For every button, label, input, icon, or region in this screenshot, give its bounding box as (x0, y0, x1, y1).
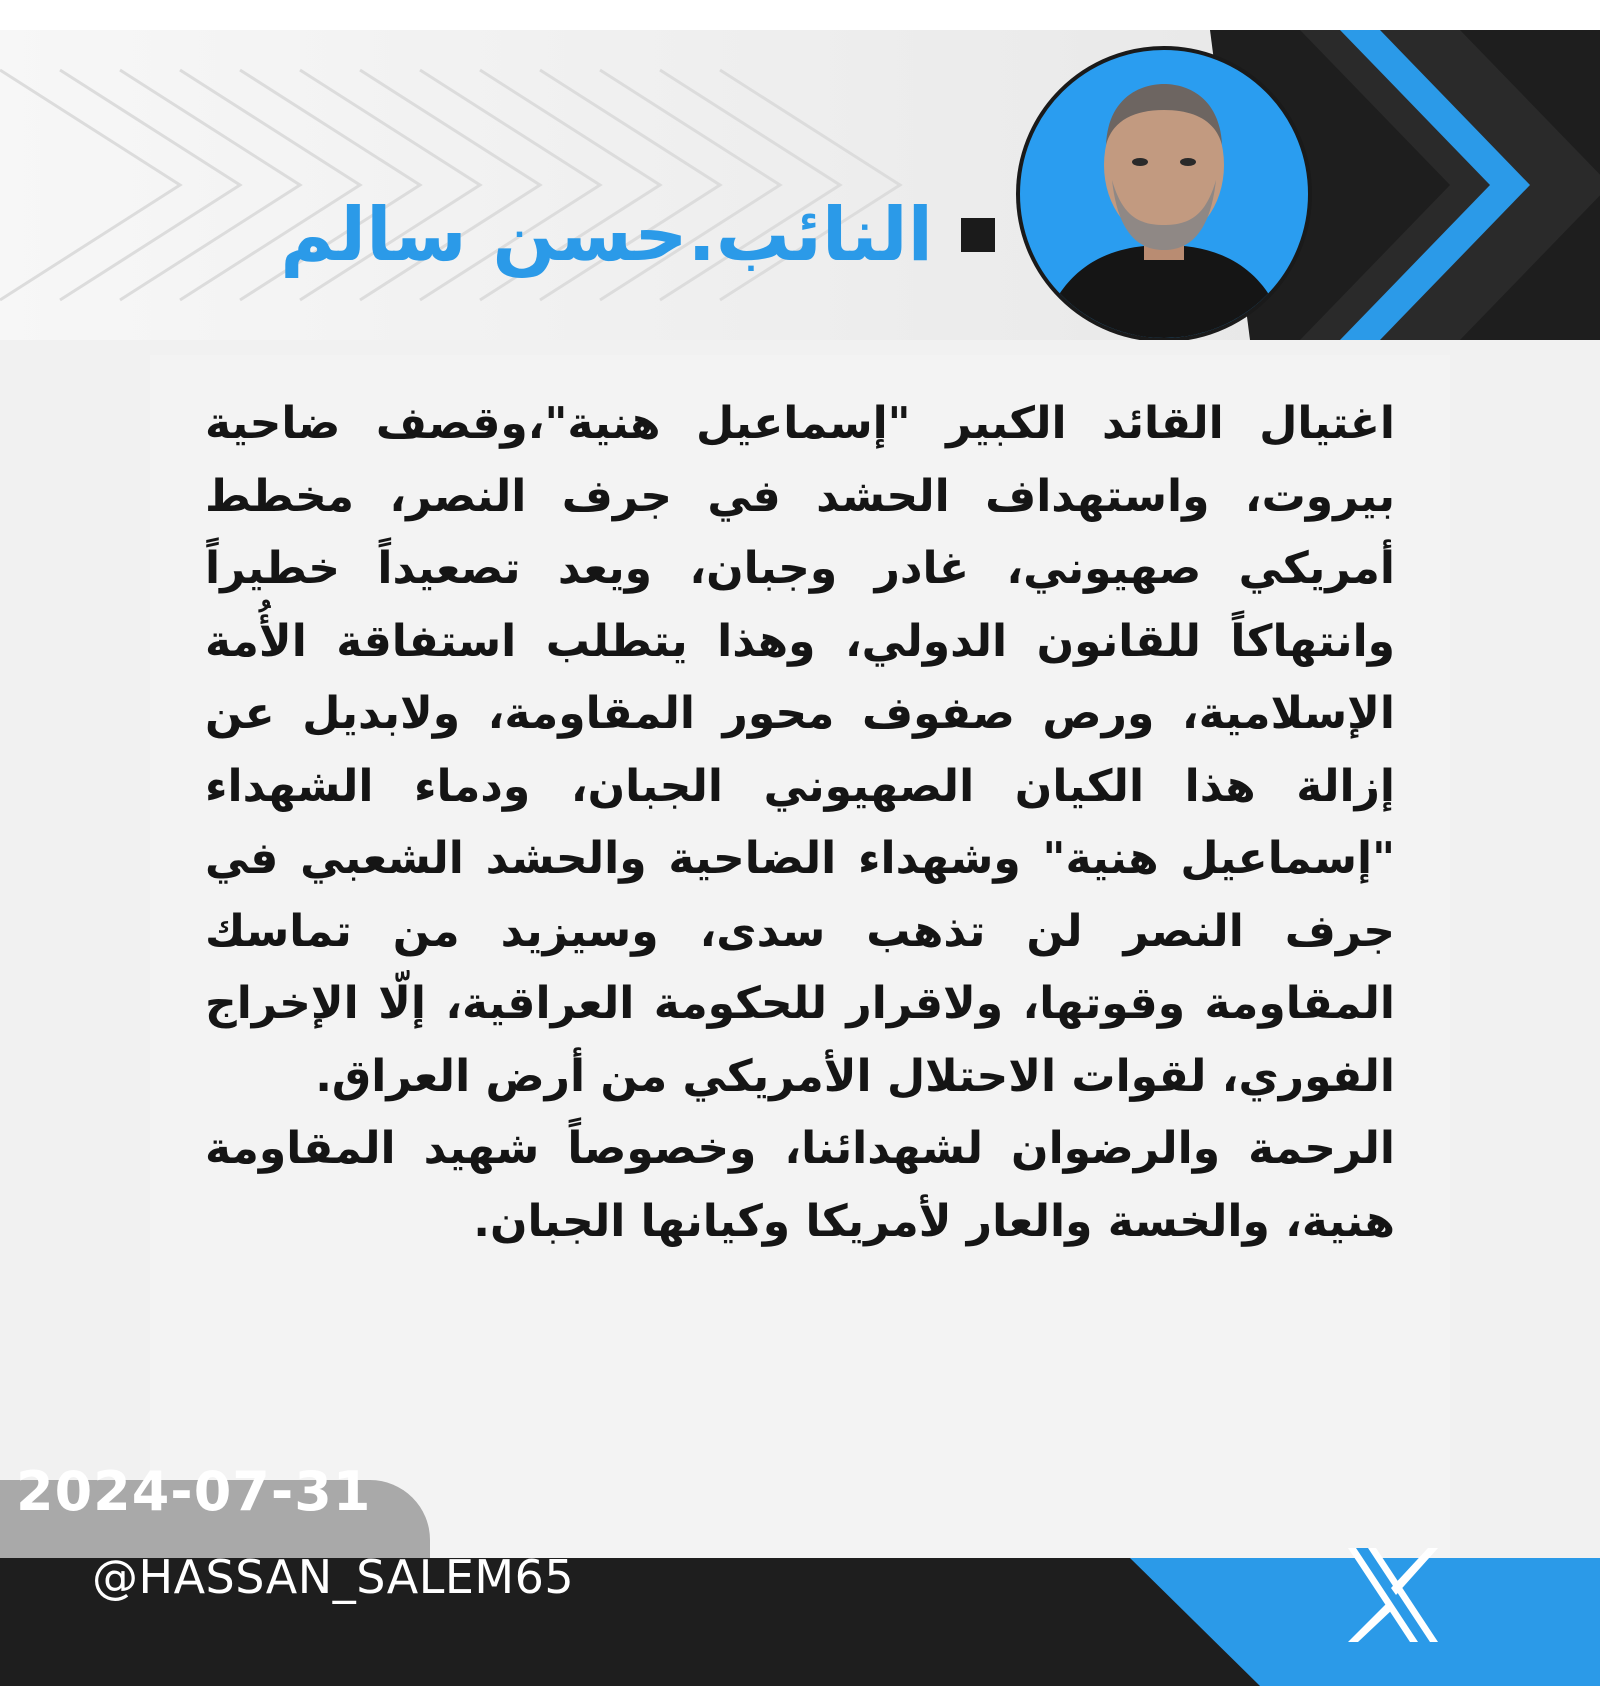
square-bullet-icon (961, 218, 995, 252)
account-handle[interactable]: @HASSAN_SALEM65 (92, 1550, 575, 1604)
statement-text (205, 388, 1395, 1258)
name-row (280, 180, 995, 290)
post-date: 2024-07-31 (16, 1460, 372, 1523)
x-logo-icon[interactable] (1338, 1540, 1448, 1650)
person-photo-icon (1020, 50, 1308, 338)
statement-paragraph: اغتيال القائد الكبير "إسماعيل هنية"،وقصف ضاحية بيروت، واستهداف الحشد في جرف النصر، مخطط أمريكي صهيوني، غادر وجبان، ويعد تصعيداً خطيراً وانتهاكاً للقانون الدولي، وهذا يتطلب استفاقة الأُمة الإسلامية، ورص صفوف محور المقاومة، ولابديل عن إزالة هذا الكيان الصهيوني الجبان، ودماء الشهداء "إسماعيل هنية" وشهداء الضاحية والحشد الشعبي في جرف النصر لن تذهب سدى، وسيزيد من تماسك المقاومة وقوتها، ولاقرار للحكومة العراقية، إلّا الإخراج الفوري، لقوات الاحتلال الأمريكي من أرض العراق. (205, 398, 1395, 1102)
avatar (1016, 46, 1312, 340)
statement-paragraph: الرحمة والرضوان لشهدائنا، وخصوصاً شهيد المقاومة هنية، والخسة والعار لأمريكا وكيانها الجبان. (205, 1123, 1395, 1247)
header-banner (0, 30, 1600, 340)
author-name: النائب.حسن سالم (280, 192, 933, 278)
